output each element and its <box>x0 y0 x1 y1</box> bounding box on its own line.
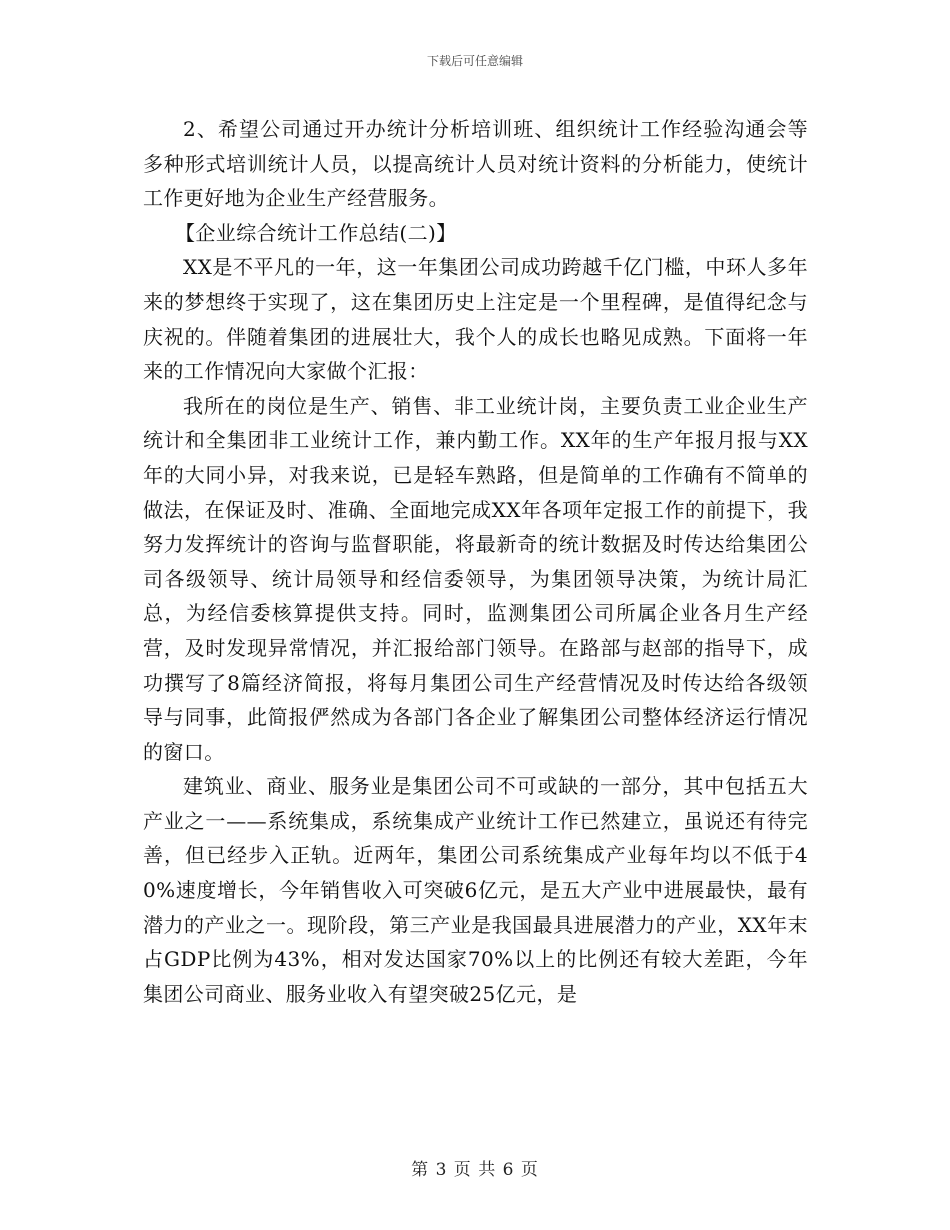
paragraph-job-duties: 我所在的岗位是生产、销售、非工业统计岗，主要负责工业企业生产统计和全集团非工业统计工作，兼内勤工作。XX年的生产年报月报与XX年的大同小异，对我来说，已是轻车熟路，但是简单的工作确有不简单的做法，在保证及时、准确、全面地完成XX年各项年定报工作的前提下，我努力发挥统计的咨询与监督职能，将最新奇的统计数据及时传达给集团公司各级领导、统计局领导和经信委领导，为集团领导决策，为统计局汇总，为经信委核算提供支持。同时，监测集团公司所属企业各月生产经营，及时发现异常情况，并汇报给部门领导。在路部与赵部的指导下，成功撰写了8篇经济简报，将每月集团公司生产经营情况及时传达给各级领导与同事，此简报俨然成为各部门各企业了解集团公司整体经济运行情况的窗口。 <box>143 393 808 764</box>
page-number: 第 3 页 共 6 页 <box>411 1160 539 1180</box>
paragraph-year-intro: XX是不平凡的一年，这一年集团公司成功跨越千亿门槛，中环人多年来的梦想终于实现了，这在集团历史上注定是一个里程碑，是值得纪念与庆祝的。伴随着集团的进展壮大，我个人的成长也略见成熟。下面将一年来的工作情况向大家做个汇报： <box>143 255 808 384</box>
paragraph-training-suggestion: 2、希望公司通过开办统计分析培训班、组织统计工作经验沟通会等多种形式培训统计人员，以提高统计人员对统计资料的分析能力，使统计工作更好地为企业生产经营服务。 <box>143 117 808 211</box>
document-body <box>143 112 808 1011</box>
section-title: 【企业综合统计工作总结(二)】 <box>175 220 457 245</box>
page-header: 下载后可任意编辑 <box>426 54 523 68</box>
paragraph-tertiary-industry: 建筑业、商业、服务业是集团公司不可或缺的一部分，其中包括五大产业之一——系统集成，系统集成产业统计工作已然建立，虽说还有待完善，但已经步入正轨。近两年，集团公司系统集成产业每年均以不低于40%速度增长，今年销售收入可突破6亿元，是五大产业中进展最快，最有潜力的产业之一。现阶段，第三产业是我国最具进展潜力的产业，XX年末占GDP比例为43%，相对发达国家70%以上的比例还有较大差距，今年集团公司商业、服务业收入有望突破25亿元，是 <box>143 774 808 1006</box>
